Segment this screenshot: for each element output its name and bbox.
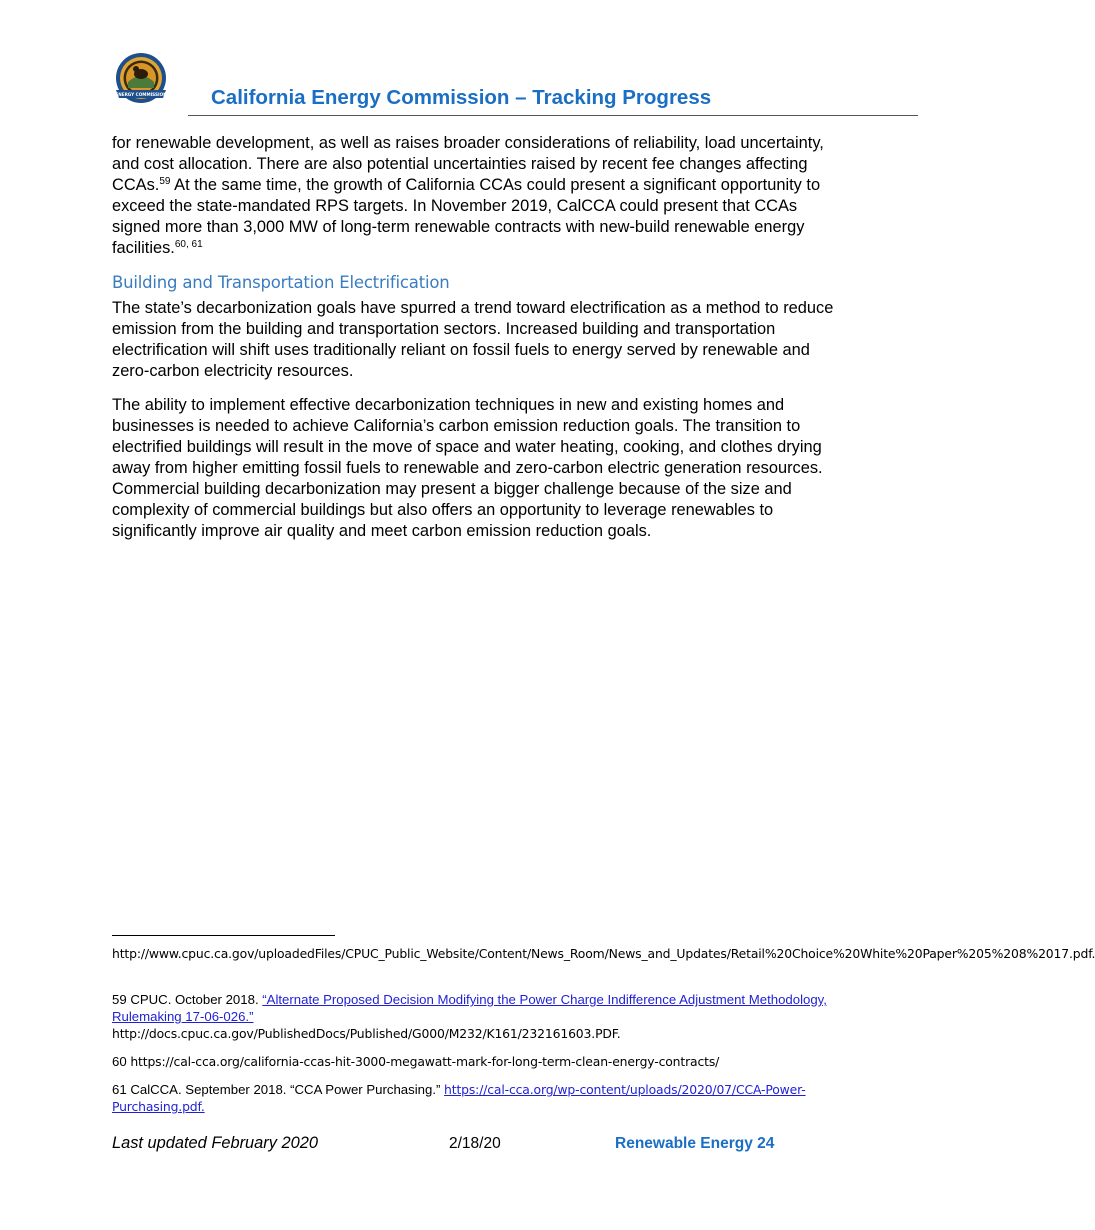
footnote-61 (112, 1081, 842, 1115)
footer-date: 2/18/20 (449, 1135, 501, 1152)
page-title: California Energy Commission – Tracking Progress (211, 86, 712, 109)
footnote-61-link[interactable]: https://cal-cca.org/wp-content/uploads/2020/07/CCA-Power-Purchasing.pdf. (112, 1082, 806, 1114)
footer-page-number: Renewable Energy 24 (615, 1135, 775, 1152)
footnote-divider (112, 935, 335, 936)
footnote-59-url: http://docs.cpuc.ca.gov/PublishedDocs/Published/G000/M232/K161/232161603.PDF. (112, 1026, 621, 1041)
footnote-59 (112, 991, 842, 1025)
footnote-60-number: 60 (112, 1054, 131, 1069)
svg-text:ENERGY COMMISSION: ENERGY COMMISSION (115, 92, 167, 97)
footnote-59-link[interactable]: “Alternate Proposed Decision Modifying the Power Charge Indifference Adjustment Methodology, Rulemaking 17-06-026.” (112, 992, 827, 1024)
footnote-ref-59[interactable]: 59 (159, 176, 171, 187)
footnote-60 (112, 1053, 842, 1070)
paragraph-text: At the same time, the growth of California CCAs could present a significant opportunity to exceed the state-mandated RPS targets. In November 2019, CalCCA could present that CCAs signed more than 3,000 MW of long-term renewable contracts with new-build renewable energy facilities. (112, 176, 821, 257)
footnote-60-url: https://cal-cca.org/california-ccas-hit-3000-megawatt-mark-for-long-term-clean-energy-contracts/ (130, 1054, 720, 1069)
paragraph-text: for renewable development, as well as raises broader considerations of reliability, load uncertainty, and cost allocation. There are also potential uncertainties raised by recent fee changes affecting CCAs. (112, 134, 824, 194)
footnote-ref-60-61[interactable]: 60, 61 (174, 239, 203, 250)
page-header (0, 0, 950, 120)
footnote-59-citation: 59 CPUC. October 2018. (112, 992, 263, 1007)
paragraph-decarbonization-goals: The state’s decarbonization goals have spurred a trend toward electrification as a method to reduce emission from the building and transportation sectors. Increased building and transportation electrification will shift uses traditionally reliant on fossil fuels to energy served by renewable and zero-carbon electricity resources. (112, 299, 834, 380)
paragraph-building-decarbonization: The ability to implement effective decarbonization techniques in new and existing homes and businesses is needed to achieve California’s carbon emission reduction goals. The transition to electrified buildings will result in the move of space and water heating, cooking, and clothes drying away from higher emitting fossil fuels to renewable and zero-carbon electric generation resources. Commercial building decarbonization may present a bigger challenge because of the size and complexity of commercial buildings but also offers an opportunity to leverage renewables to significantly improve air quality and meet carbon emission reduction goals. (112, 396, 823, 540)
section-heading: Building and Transportation Electrification (112, 273, 450, 292)
footer-last-updated: Last updated February 2020 (112, 1134, 318, 1152)
paragraph-renewable-development (112, 133, 847, 259)
footnote-continued-url: http://www.cpuc.ca.gov/uploadedFiles/CPUC_Public_Website/Content/News_Room/News_and_Updates/Retail%20Choice%20White%20Paper%205%208%2017.pdf. (112, 946, 1095, 961)
footnote-61-citation: 61 CalCCA. September 2018. “CCA Power Purchasing.” (112, 1082, 445, 1097)
header-divider (188, 115, 918, 116)
california-energy-commission-seal-icon (110, 52, 172, 106)
